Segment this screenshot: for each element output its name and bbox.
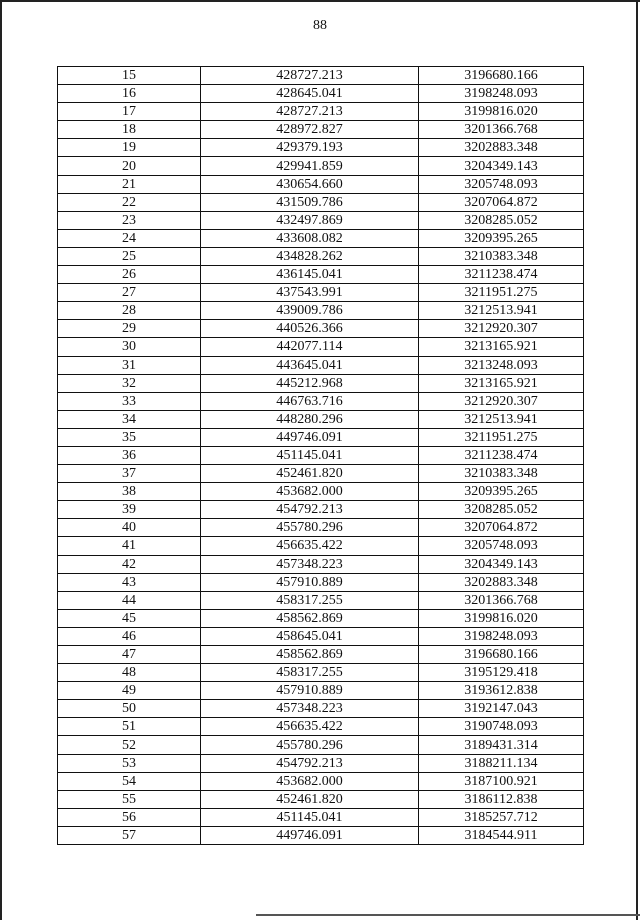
table-row [58, 284, 584, 302]
point-number-cell: 45 [58, 609, 201, 627]
table-row [58, 356, 584, 374]
point-number-cell: 27 [58, 284, 201, 302]
y-coordinate-cell: 3199816.020 [419, 609, 584, 627]
y-coordinate-cell: 3188211.134 [419, 754, 584, 772]
y-coordinate-cell: 3193612.838 [419, 682, 584, 700]
y-coordinate-cell: 3210383.348 [419, 465, 584, 483]
y-coordinate-cell: 3207064.872 [419, 519, 584, 537]
x-coordinate-cell: 458317.255 [201, 664, 419, 682]
point-number-cell: 38 [58, 483, 201, 501]
y-coordinate-cell: 3209395.265 [419, 483, 584, 501]
table-row [58, 573, 584, 591]
table-row [58, 627, 584, 645]
table-row [58, 754, 584, 772]
x-coordinate-cell: 439009.786 [201, 302, 419, 320]
y-coordinate-cell: 3207064.872 [419, 193, 584, 211]
x-coordinate-cell: 456635.422 [201, 537, 419, 555]
x-coordinate-cell: 442077.114 [201, 338, 419, 356]
table-row [58, 772, 584, 790]
x-coordinate-cell: 445212.968 [201, 374, 419, 392]
x-coordinate-cell: 428727.213 [201, 103, 419, 121]
table-row [58, 826, 584, 844]
y-coordinate-cell: 3204349.143 [419, 555, 584, 573]
x-coordinate-cell: 437543.991 [201, 284, 419, 302]
table-row [58, 85, 584, 103]
point-number-cell: 35 [58, 428, 201, 446]
point-number-cell: 25 [58, 247, 201, 265]
point-number-cell: 41 [58, 537, 201, 555]
point-number-cell: 52 [58, 736, 201, 754]
x-coordinate-cell: 428972.827 [201, 121, 419, 139]
point-number-cell: 26 [58, 266, 201, 284]
point-number-cell: 18 [58, 121, 201, 139]
x-coordinate-cell: 428727.213 [201, 67, 419, 85]
point-number-cell: 48 [58, 664, 201, 682]
point-number-cell: 49 [58, 682, 201, 700]
coordinates-table-body [58, 67, 584, 845]
y-coordinate-cell: 3199816.020 [419, 103, 584, 121]
y-coordinate-cell: 3213165.921 [419, 338, 584, 356]
y-coordinate-cell: 3186112.838 [419, 790, 584, 808]
point-number-cell: 54 [58, 772, 201, 790]
y-coordinate-cell: 3201366.768 [419, 591, 584, 609]
x-coordinate-cell: 443645.041 [201, 356, 419, 374]
table-row [58, 609, 584, 627]
x-coordinate-cell: 457348.223 [201, 700, 419, 718]
y-coordinate-cell: 3204349.143 [419, 157, 584, 175]
y-coordinate-cell: 3185257.712 [419, 808, 584, 826]
y-coordinate-cell: 3187100.921 [419, 772, 584, 790]
x-coordinate-cell: 451145.041 [201, 446, 419, 464]
x-coordinate-cell: 453682.000 [201, 772, 419, 790]
y-coordinate-cell: 3198248.093 [419, 627, 584, 645]
table-row [58, 175, 584, 193]
x-coordinate-cell: 436145.041 [201, 266, 419, 284]
y-coordinate-cell: 3208285.052 [419, 501, 584, 519]
y-coordinate-cell: 3205748.093 [419, 175, 584, 193]
table-row [58, 483, 584, 501]
point-number-cell: 50 [58, 700, 201, 718]
x-coordinate-cell: 448280.296 [201, 410, 419, 428]
x-coordinate-cell: 458562.869 [201, 609, 419, 627]
x-coordinate-cell: 440526.366 [201, 320, 419, 338]
table-row [58, 193, 584, 211]
y-coordinate-cell: 3196680.166 [419, 646, 584, 664]
table-row [58, 266, 584, 284]
point-number-cell: 40 [58, 519, 201, 537]
page-number: 88 [313, 18, 327, 33]
point-number-cell: 28 [58, 302, 201, 320]
x-coordinate-cell: 431509.786 [201, 193, 419, 211]
point-number-cell: 33 [58, 392, 201, 410]
point-number-cell: 42 [58, 555, 201, 573]
scan-border-right [636, 0, 638, 920]
table-row [58, 591, 584, 609]
table-row [58, 67, 584, 85]
point-number-cell: 43 [58, 573, 201, 591]
table-row [58, 537, 584, 555]
x-coordinate-cell: 457910.889 [201, 573, 419, 591]
point-number-cell: 32 [58, 374, 201, 392]
table-row [58, 446, 584, 464]
x-coordinate-cell: 449746.091 [201, 826, 419, 844]
point-number-cell: 51 [58, 718, 201, 736]
x-coordinate-cell: 455780.296 [201, 519, 419, 537]
table-row [58, 410, 584, 428]
x-coordinate-cell: 449746.091 [201, 428, 419, 446]
point-number-cell: 39 [58, 501, 201, 519]
x-coordinate-cell: 452461.820 [201, 465, 419, 483]
point-number-cell: 20 [58, 157, 201, 175]
y-coordinate-cell: 3213248.093 [419, 356, 584, 374]
y-coordinate-cell: 3212920.307 [419, 392, 584, 410]
y-coordinate-cell: 3196680.166 [419, 67, 584, 85]
x-coordinate-cell: 458317.255 [201, 591, 419, 609]
y-coordinate-cell: 3201366.768 [419, 121, 584, 139]
point-number-cell: 24 [58, 229, 201, 247]
table-row [58, 700, 584, 718]
point-number-cell: 57 [58, 826, 201, 844]
y-coordinate-cell: 3195129.418 [419, 664, 584, 682]
table-row [58, 121, 584, 139]
table-row [58, 103, 584, 121]
x-coordinate-cell: 452461.820 [201, 790, 419, 808]
x-coordinate-cell: 457910.889 [201, 682, 419, 700]
scan-border-left [0, 0, 2, 920]
scan-border-top [0, 0, 640, 2]
scan-border-bottom [256, 914, 640, 916]
y-coordinate-cell: 3211238.474 [419, 446, 584, 464]
table-row [58, 320, 584, 338]
y-coordinate-cell: 3184544.911 [419, 826, 584, 844]
y-coordinate-cell: 3209395.265 [419, 229, 584, 247]
table-row [58, 682, 584, 700]
y-coordinate-cell: 3189431.314 [419, 736, 584, 754]
y-coordinate-cell: 3208285.052 [419, 211, 584, 229]
y-coordinate-cell: 3210383.348 [419, 247, 584, 265]
y-coordinate-cell: 3213165.921 [419, 374, 584, 392]
table-row [58, 139, 584, 157]
point-number-cell: 21 [58, 175, 201, 193]
table-row [58, 519, 584, 537]
y-coordinate-cell: 3212513.941 [419, 410, 584, 428]
y-coordinate-cell: 3202883.348 [419, 573, 584, 591]
y-coordinate-cell: 3192147.043 [419, 700, 584, 718]
table-row [58, 646, 584, 664]
table-row [58, 374, 584, 392]
point-number-cell: 15 [58, 67, 201, 85]
y-coordinate-cell: 3211951.275 [419, 284, 584, 302]
table-row [58, 664, 584, 682]
point-number-cell: 29 [58, 320, 201, 338]
point-number-cell: 56 [58, 808, 201, 826]
table-row [58, 392, 584, 410]
point-number-cell: 36 [58, 446, 201, 464]
table-row [58, 247, 584, 265]
x-coordinate-cell: 429941.859 [201, 157, 419, 175]
x-coordinate-cell: 456635.422 [201, 718, 419, 736]
point-number-cell: 46 [58, 627, 201, 645]
table-row [58, 718, 584, 736]
y-coordinate-cell: 3211951.275 [419, 428, 584, 446]
x-coordinate-cell: 451145.041 [201, 808, 419, 826]
point-number-cell: 22 [58, 193, 201, 211]
table-row [58, 211, 584, 229]
table-row [58, 428, 584, 446]
x-coordinate-cell: 432497.869 [201, 211, 419, 229]
y-coordinate-cell: 3212920.307 [419, 320, 584, 338]
point-number-cell: 47 [58, 646, 201, 664]
x-coordinate-cell: 457348.223 [201, 555, 419, 573]
y-coordinate-cell: 3205748.093 [419, 537, 584, 555]
table-row [58, 229, 584, 247]
x-coordinate-cell: 430654.660 [201, 175, 419, 193]
table-row [58, 338, 584, 356]
point-number-cell: 17 [58, 103, 201, 121]
x-coordinate-cell: 458562.869 [201, 646, 419, 664]
table-row [58, 501, 584, 519]
y-coordinate-cell: 3190748.093 [419, 718, 584, 736]
table-row [58, 465, 584, 483]
table-row [58, 790, 584, 808]
point-number-cell: 37 [58, 465, 201, 483]
point-number-cell: 44 [58, 591, 201, 609]
y-coordinate-cell: 3211238.474 [419, 266, 584, 284]
table-row [58, 555, 584, 573]
x-coordinate-cell: 446763.716 [201, 392, 419, 410]
point-number-cell: 23 [58, 211, 201, 229]
x-coordinate-cell: 429379.193 [201, 139, 419, 157]
table-row [58, 736, 584, 754]
point-number-cell: 30 [58, 338, 201, 356]
coordinates-table [57, 66, 584, 845]
x-coordinate-cell: 433608.082 [201, 229, 419, 247]
x-coordinate-cell: 453682.000 [201, 483, 419, 501]
x-coordinate-cell: 454792.213 [201, 501, 419, 519]
point-number-cell: 31 [58, 356, 201, 374]
point-number-cell: 53 [58, 754, 201, 772]
table-row [58, 157, 584, 175]
x-coordinate-cell: 434828.262 [201, 247, 419, 265]
x-coordinate-cell: 428645.041 [201, 85, 419, 103]
y-coordinate-cell: 3198248.093 [419, 85, 584, 103]
point-number-cell: 16 [58, 85, 201, 103]
point-number-cell: 19 [58, 139, 201, 157]
table-row [58, 302, 584, 320]
x-coordinate-cell: 454792.213 [201, 754, 419, 772]
point-number-cell: 34 [58, 410, 201, 428]
x-coordinate-cell: 458645.041 [201, 627, 419, 645]
table-row [58, 808, 584, 826]
y-coordinate-cell: 3212513.941 [419, 302, 584, 320]
point-number-cell: 55 [58, 790, 201, 808]
y-coordinate-cell: 3202883.348 [419, 139, 584, 157]
x-coordinate-cell: 455780.296 [201, 736, 419, 754]
